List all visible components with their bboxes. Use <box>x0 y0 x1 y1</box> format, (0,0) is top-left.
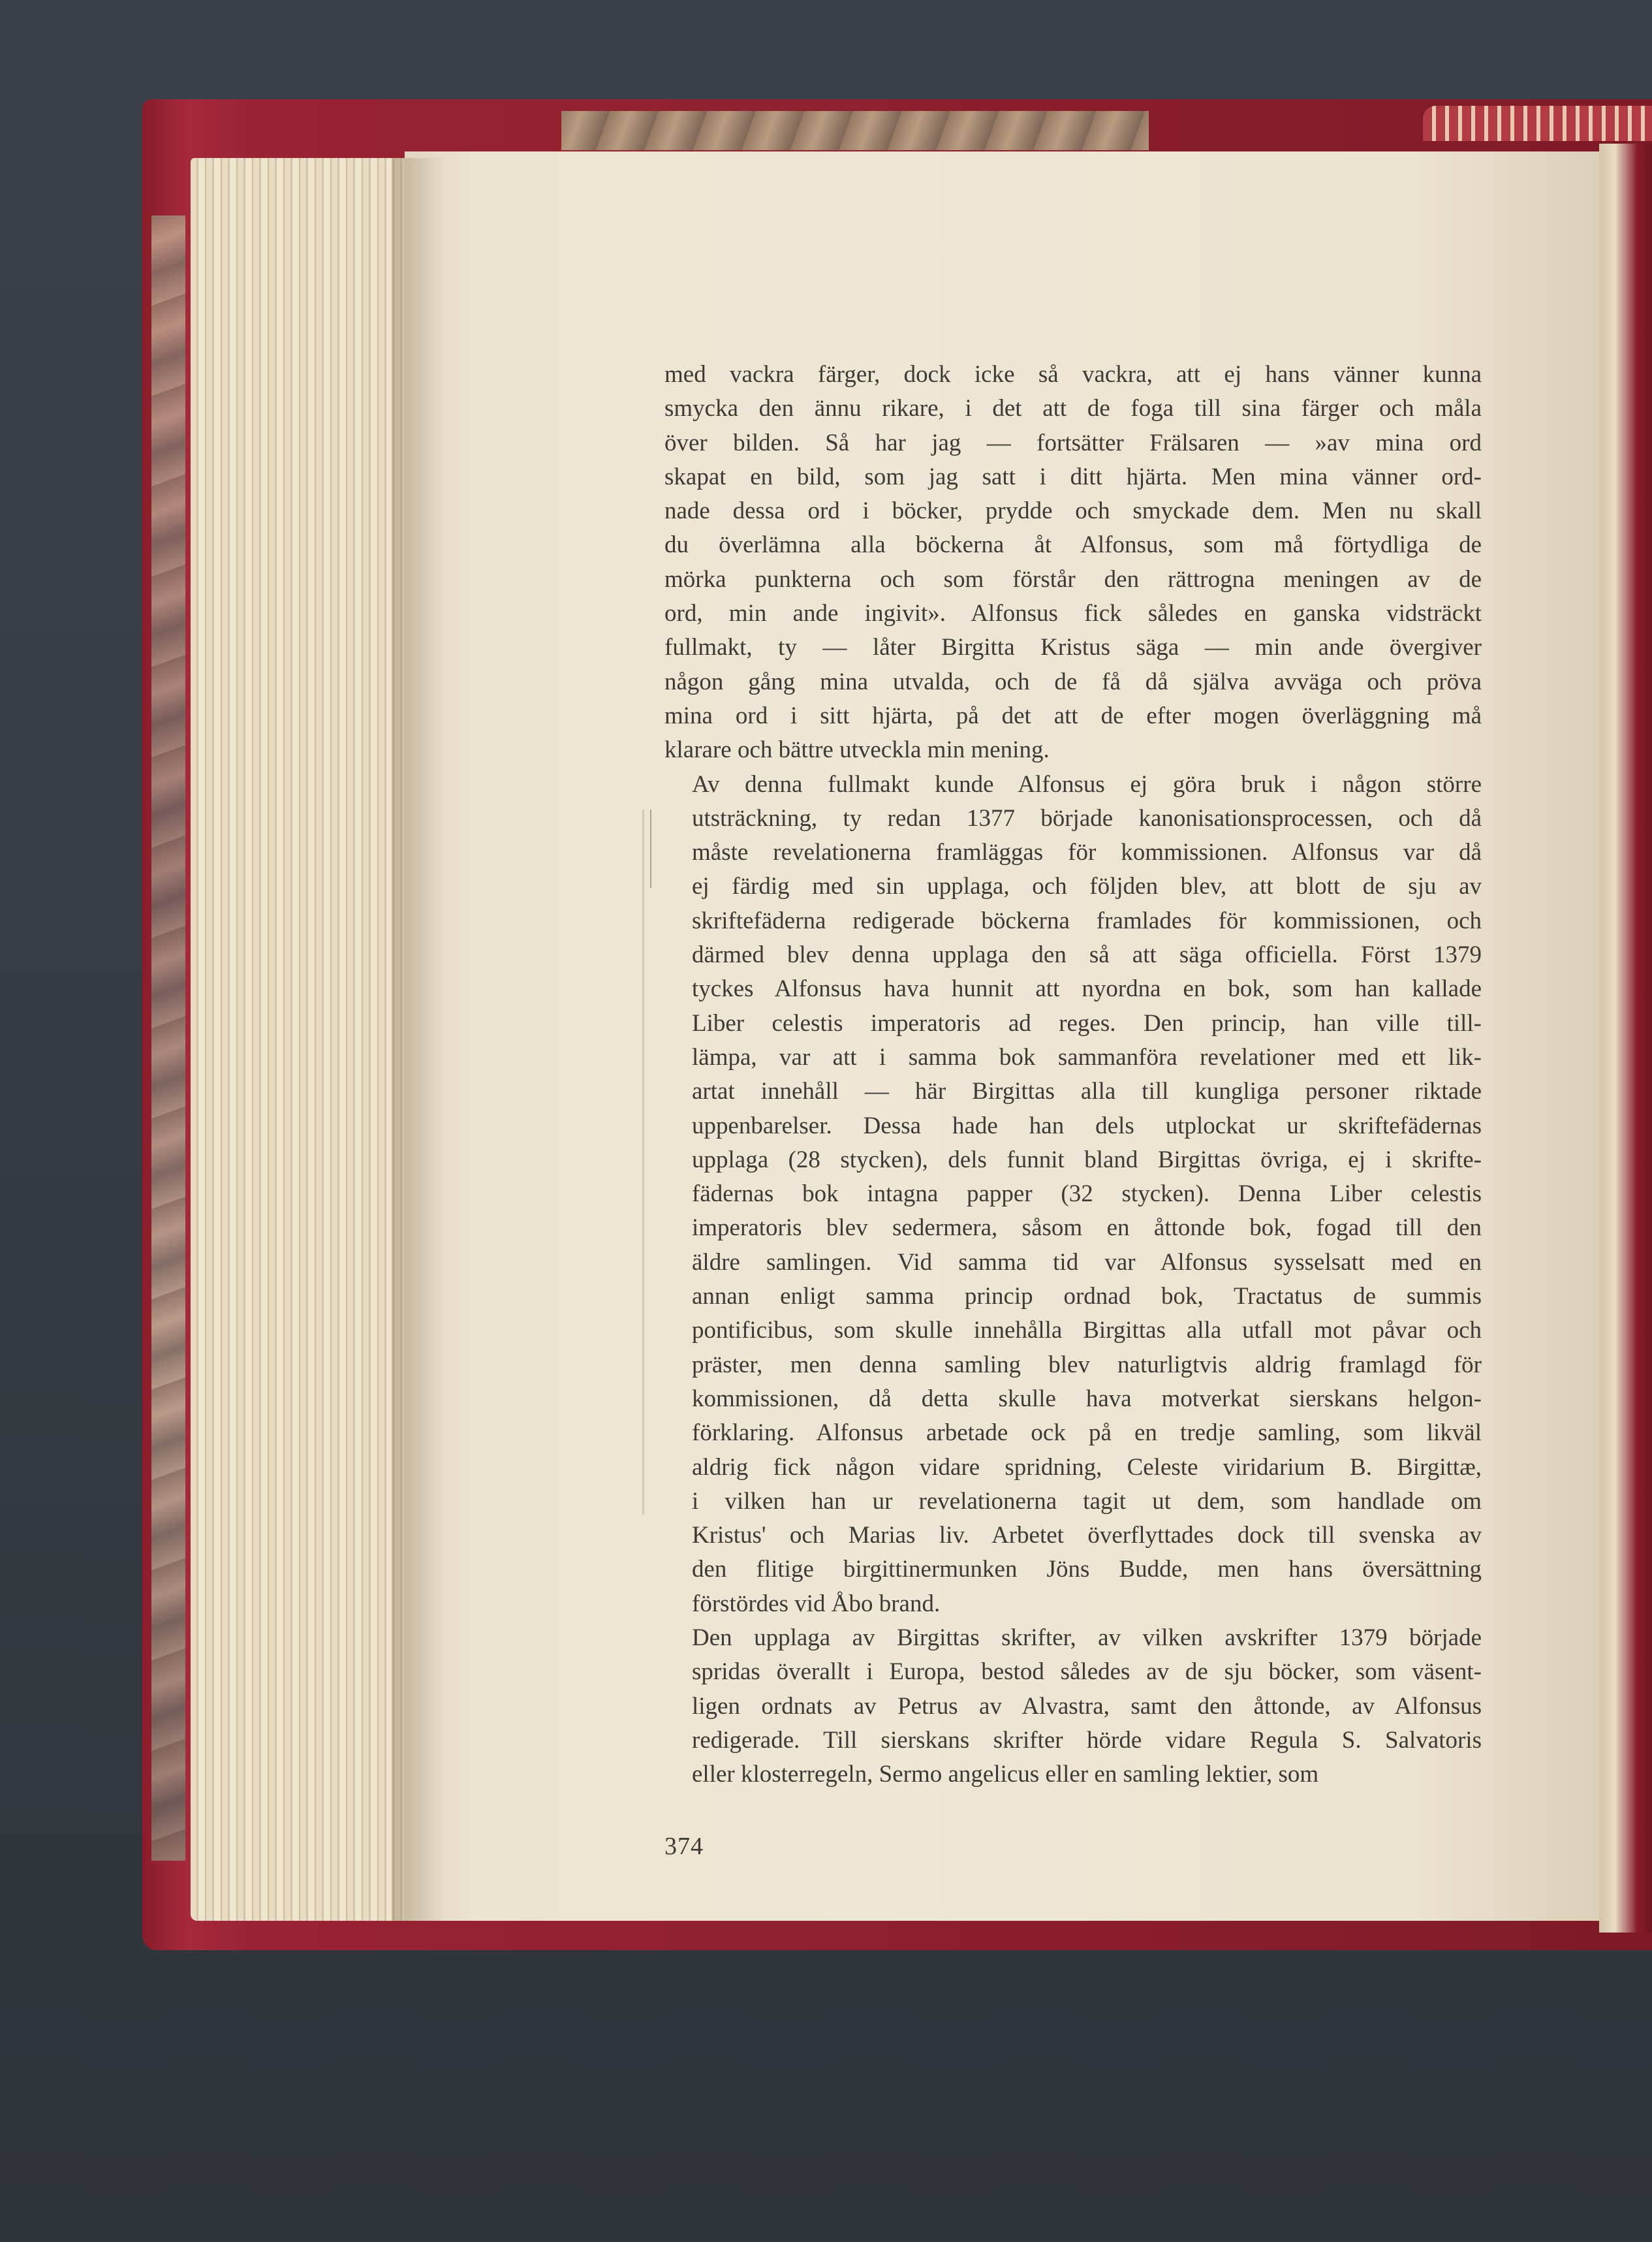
text-line: pontificibus, som skulle innehålla Birgittas alla utfall mot påvar och <box>692 1317 1482 1344</box>
text-line: mörka punkterna och som förstår den rättrogna meningen av de <box>664 565 1482 593</box>
text-line: präster, men denna samling blev naturligtvis aldrig framlagd för <box>692 1351 1482 1378</box>
text-line: smycka den ännu rikare, i det att de foga till sina färger och måla <box>664 395 1482 422</box>
text-line: över bilden. Så har jag — fortsätter Frälsaren — »av mina ord <box>664 429 1482 456</box>
text-line: därmed blev denna upplaga den så att säga officiella. Först 1379 <box>692 941 1482 969</box>
text-line: skriftefäderna redigerade böckerna framlades för kommissionen, och <box>692 907 1482 934</box>
text-line: nade dessa ord i böcker, prydde och smyckade dem. Men nu skall <box>664 497 1482 525</box>
text-line: lämpa, var att i samma bok sammanföra revelationer med ett lik- <box>692 1043 1482 1071</box>
paragraph-2 <box>664 768 1482 1621</box>
text-line: förklaring. Alfonsus arbetade ock på en tredje samling, som likväl <box>692 1419 1482 1447</box>
right-page-edge <box>1599 144 1652 1933</box>
paragraph-1 <box>664 358 1482 768</box>
text-line: klarare och bättre utveckla min mening. <box>664 736 1050 764</box>
text-line: skapat en bild, som jag satt i ditt hjärta. Men mina vänner ord- <box>664 463 1482 490</box>
text-line: i vilken han ur revelationerna tagit ut dem, som handlade om <box>692 1487 1482 1515</box>
text-line: redigerade. Till sierskans skrifter hörde vidare Regula S. Salvatoris <box>692 1726 1482 1754</box>
text-line: med vackra färger, dock icke så vackra, att ej hans vänner kunna <box>664 361 1482 388</box>
body-text <box>664 358 1482 1792</box>
text-line: förstördes vid Åbo brand. <box>692 1590 941 1617</box>
text-line: någon gång mina utvalda, och de få då själva avväga och pröva <box>664 668 1482 695</box>
text-line: artat innehåll — här Birgittas alla till kungliga personer riktade <box>692 1078 1482 1105</box>
text-line: Den upplaga av Birgittas skrifter, av vilken avskrifter 1379 började <box>692 1624 1482 1651</box>
text-line: kommissionen, då detta skulle hava motverkat sierskans helgon- <box>692 1385 1482 1412</box>
spine-shadow <box>392 158 444 1921</box>
marbled-endpaper-top <box>561 111 1149 150</box>
text-line: uppenbarelser. Dessa hade han dels utplockat ur skriftefädernas <box>692 1112 1482 1139</box>
text-line: måste revelationerna framläggas för kommissionen. Alfonsus var då <box>692 839 1482 866</box>
margin-mark-dark <box>650 810 651 888</box>
text-line: utsträckning, ty redan 1377 började kanonisationsprocessen, och då <box>692 804 1482 832</box>
text-line: mina ord i sitt hjärta, på det att de efter mogen överläggning må <box>664 702 1482 729</box>
text-line: aldrig fick någon vidare spridning, Celeste viridarium B. Birgittæ, <box>692 1453 1482 1481</box>
page-stack-edges <box>191 158 413 1921</box>
book-headband <box>1423 106 1652 141</box>
text-line: Av denna fullmakt kunde Alfonsus ej göra bruk i någon större <box>692 770 1482 798</box>
text-line: Liber celestis imperatoris ad reges. Den princip, han ville till- <box>692 1009 1482 1037</box>
text-line: spridas överallt i Europa, bestod således av de sju böcker, som väsent- <box>692 1658 1482 1686</box>
page-number: 374 <box>664 1833 704 1860</box>
text-line: ord, min ande ingivit». Alfonsus fick således en ganska vidsträckt <box>664 600 1482 627</box>
text-line: du överlämna alla böckerna åt Alfonsus, som må förtydliga de <box>664 531 1482 559</box>
text-line: annan enligt samma princip ordnad bok, Tractatus de summis <box>692 1283 1482 1310</box>
marbled-endpaper-left <box>151 215 185 1861</box>
text-line: ej färdig med sin upplaga, och följden blev, att blott de sju av <box>692 873 1482 900</box>
text-line: fädernas bok intagna papper (32 stycken). Denna Liber celestis <box>692 1180 1482 1208</box>
text-line: äldre samlingen. Vid samma tid var Alfonsus sysselsatt med en <box>692 1248 1482 1276</box>
margin-mark <box>642 810 644 1515</box>
paragraph-3 <box>664 1621 1482 1792</box>
text-line: tyckes Alfonsus hava hunnit att nyordna en bok, som han kallade <box>692 975 1482 1003</box>
text-line: Kristus' och Marias liv. Arbetet överflyttades dock till svenska av <box>692 1522 1482 1549</box>
text-line: eller klosterregeln, Sermo angelicus eller en samling lektier, som <box>692 1761 1319 1788</box>
text-line: den flitige birgittinermunken Jöns Budde, men hans översättning <box>692 1556 1482 1583</box>
text-line: imperatoris blev sedermera, såsom en åttonde bok, fogad till den <box>692 1214 1482 1242</box>
text-line: ligen ordnats av Petrus av Alvastra, samt den åttonde, av Alfonsus <box>692 1692 1482 1720</box>
text-line: fullmakt, ty — låter Birgitta Kristus säga — min ande övergiver <box>664 634 1482 661</box>
text-line: upplaga (28 stycken), dels funnit bland Birgittas övriga, ej i skrifte- <box>692 1146 1482 1173</box>
